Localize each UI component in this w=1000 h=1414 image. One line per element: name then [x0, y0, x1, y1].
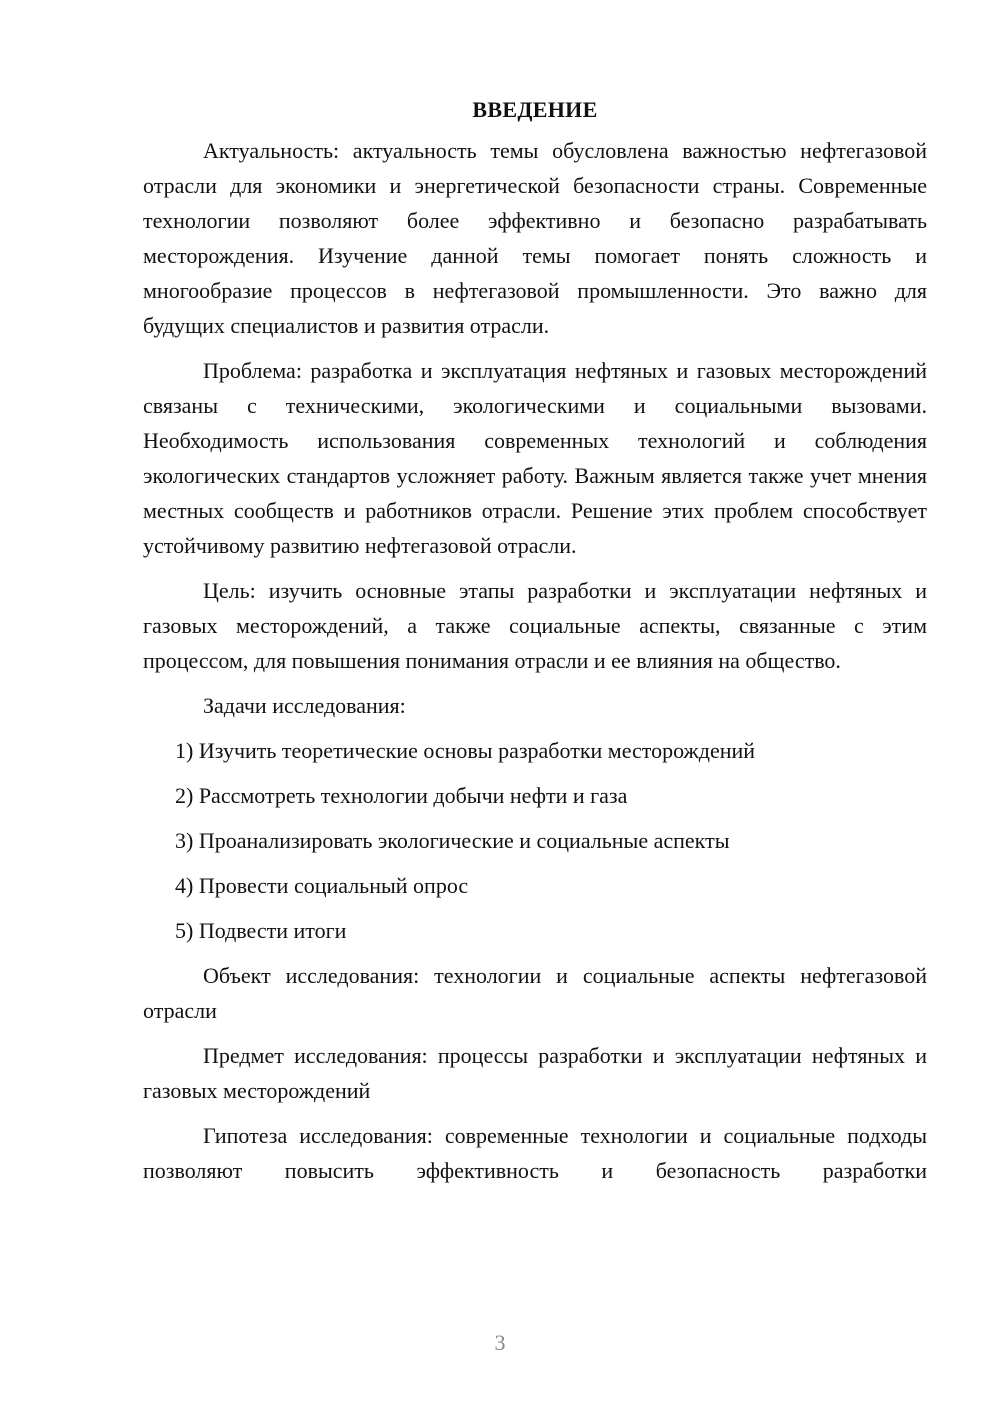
task-item: 4) Провести социальный опрос	[175, 873, 469, 898]
task-item: 2) Рассмотреть технологии добычи нефти и газа	[175, 783, 628, 808]
object-paragraph: Объект исследования: технологии и социальные аспекты нефтегазовой отрасли	[143, 963, 927, 1023]
relevance-paragraph: Актуальность: актуальность темы обусловлена важностью нефтегазовой отрасли для экономики и энергетической безопасности страны. Современные технологии позволяют более эффективно и безопасно разрабатывать месторождения. Изучение данной темы помогает понять сложность и многообразие процессов в нефтегазовой промышленности. Это важно для будущих специалистов и развития отрасли.	[143, 138, 927, 338]
document-title: ВВЕДЕНИЕ	[472, 97, 598, 122]
page-number: 3	[494, 1330, 506, 1355]
document-page	[143, 92, 927, 1188]
subject-paragraph: Предмет исследования: процессы разработки и эксплуатации нефтяных и газовых месторождений	[143, 1043, 927, 1103]
hypothesis-paragraph: Гипотеза исследования: современные технологии и социальные подходы позволяют повысить эффективность и безопасность разработки	[143, 1123, 927, 1183]
problem-paragraph: Проблема: разработка и эксплуатация нефтяных и газовых месторождений связаны с техническими, экологическими и социальными вызовами. Необходимость использования современных технологий и соблюдения экологических стандартов усложняет работу. Важным является также учет мнения местных сообществ и работников отрасли. Решение этих проблем способствует устойчивому развитию нефтегазовой отрасли.	[143, 358, 927, 558]
goal-paragraph: Цель: изучить основные этапы разработки и эксплуатации нефтяных и газовых месторождений, а также социальные аспекты, связанные с этим процессом, для повышения понимания отрасли и ее влияния на общество.	[143, 578, 927, 673]
task-item: 1) Изучить теоретические основы разработки месторождений	[175, 738, 756, 763]
task-item: 5) Подвести итоги	[175, 918, 347, 943]
tasks-list	[143, 733, 927, 948]
task-item: 3) Проанализировать экологические и социальные аспекты	[175, 828, 730, 853]
tasks-heading: Задачи исследования:	[203, 693, 406, 718]
